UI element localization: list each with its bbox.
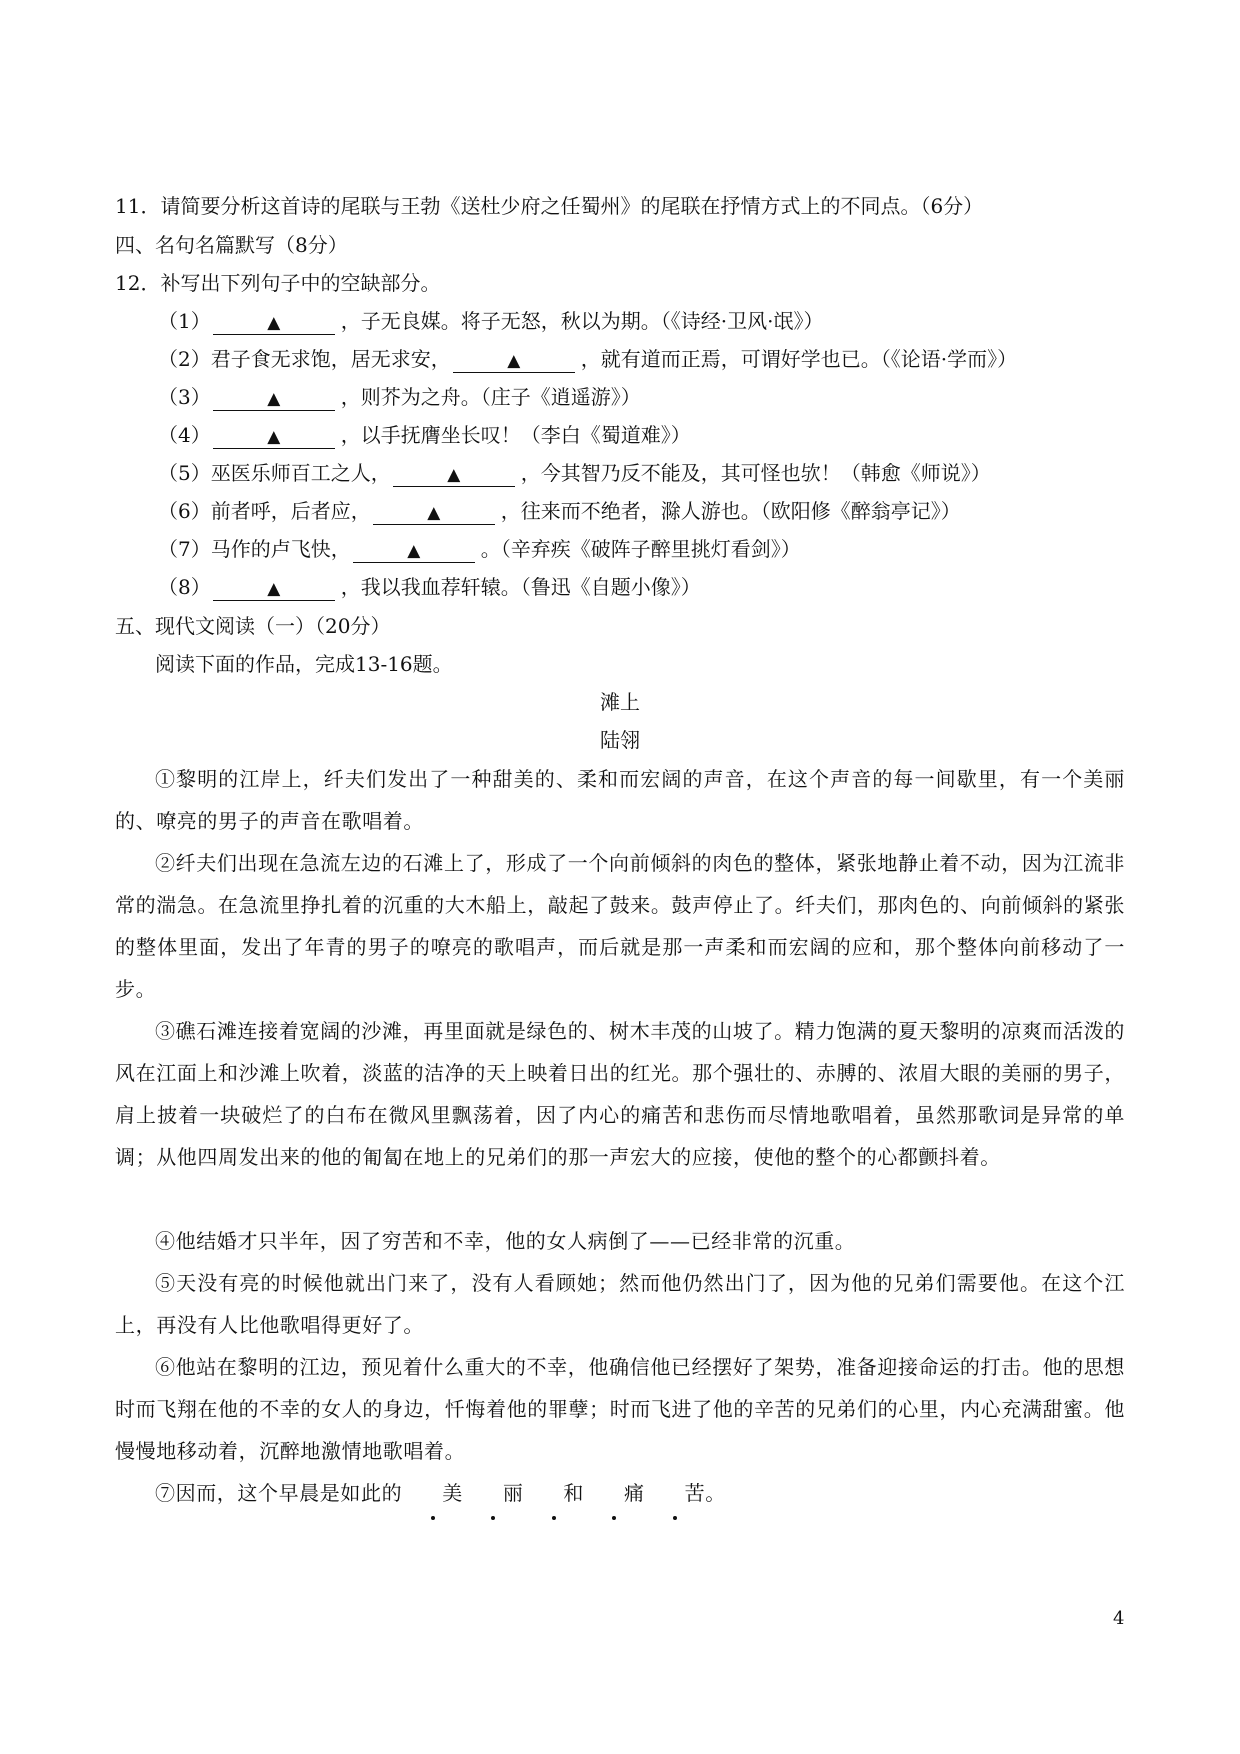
paragraph-1: ①黎明的江岸上，纤夫们发出了一种甜美的、柔和而宏阔的声音，在这个声音的每一间歇里，有一个美丽的、嘹亮的男子的声音在歌唱着。 bbox=[115, 767, 1125, 833]
fill-item-4 bbox=[158, 421, 691, 449]
paragraph-7-text: ⑦因而，这个早晨是如此的 bbox=[155, 1481, 403, 1505]
reading-instruction: 阅读下面的作品，完成13-16题。 bbox=[155, 652, 453, 676]
question-11: 11．请简要分析这首诗的尾联与王勃《送杜少府之任蜀州》的尾联在抒情方式上的不同点。（6分） bbox=[115, 194, 984, 218]
fill-item-prefix: （6）前者呼，后者应， bbox=[158, 499, 371, 523]
answer-blank[interactable] bbox=[213, 422, 335, 449]
fill-item-prefix: （2）君子食无求饱，居无求安， bbox=[158, 347, 451, 371]
answer-blank[interactable] bbox=[393, 460, 515, 487]
section-4-heading: 四、名句名篇默写（8分） bbox=[115, 233, 348, 257]
fill-item-7 bbox=[158, 535, 801, 563]
question-12: 12．补写出下列句子中的空缺部分。 bbox=[115, 271, 441, 295]
triangle-icon: ▲ bbox=[427, 503, 441, 523]
fill-item-suffix: 。（辛弃疾《破阵子醉里挑灯看剑》） bbox=[480, 537, 801, 561]
fill-item-prefix: （4） bbox=[158, 423, 211, 447]
fill-item-prefix: （8） bbox=[158, 575, 211, 599]
emphasis-char: 丽 bbox=[463, 1472, 524, 1514]
emphasis-char: 苦 bbox=[645, 1472, 706, 1514]
fill-item-suffix: ，往来而不绝者，滁人游也。（欧阳修《醉翁亭记》） bbox=[500, 499, 961, 523]
emphasis-char: 和 bbox=[523, 1472, 584, 1514]
triangle-icon: ▲ bbox=[507, 351, 521, 371]
fill-item-6 bbox=[158, 497, 961, 525]
answer-blank[interactable] bbox=[213, 308, 335, 335]
fill-item-suffix: ，就有道而正焉，可谓好学也已。（《论语·学而》） bbox=[580, 347, 1018, 371]
paragraph-7 bbox=[115, 1472, 1125, 1514]
fill-item-5 bbox=[158, 459, 991, 487]
fill-item-2 bbox=[158, 345, 1017, 373]
paragraph-6: ⑥他站在黎明的江边，预见着什么重大的不幸，他确信他已经摆好了架势，准备迎接命运的打击。他的思想时而飞翔在他的不幸的女人的身边，忏悔着他的罪孽；时而飞进了他的辛苦的兄弟们的心里，内心充满甜蜜。他慢慢地移动着，沉醉地激情地歌唱着。 bbox=[115, 1355, 1125, 1463]
article-author: 陆翎 bbox=[600, 728, 640, 752]
emphasis-char: 美 bbox=[402, 1472, 463, 1514]
paragraph-4: ④他结婚才只半年，因了穷苦和不幸，他的女人病倒了——已经非常的沉重。 bbox=[155, 1229, 856, 1253]
triangle-icon: ▲ bbox=[267, 389, 281, 409]
paragraph-2: ②纤夫们出现在急流左边的石滩上了，形成了一个向前倾斜的肉色的整体，紧张地静止着不动，因为江流非常的湍急。在急流里挣扎着的沉重的大木船上，敲起了鼓来。鼓声停止了。纤夫们，那肉色的、向前倾斜的紧张的整体里面，发出了年青的男子的嘹亮的歌唱声，而后就是那一声柔和而宏阔的应和，那个整体向前移动了一步。 bbox=[115, 851, 1125, 1001]
answer-blank[interactable] bbox=[353, 536, 475, 563]
answer-blank[interactable] bbox=[373, 498, 495, 525]
section-5-heading: 五、现代文阅读（一）（20分） bbox=[115, 614, 391, 638]
fill-item-prefix: （5）巫医乐师百工之人， bbox=[158, 461, 391, 485]
fill-item-suffix: ，以手抚膺坐长叹！（李白《蜀道难》） bbox=[340, 423, 691, 447]
fill-item-suffix: ，我以我血荐轩辕。（鲁迅《自题小像》） bbox=[340, 575, 701, 599]
answer-blank[interactable] bbox=[213, 574, 335, 601]
fill-item-suffix: ，子无良媒。将子无怒，秋以为期。（《诗经·卫风·氓》） bbox=[340, 309, 824, 333]
triangle-icon: ▲ bbox=[267, 313, 281, 333]
paragraph-5: ⑤天没有亮的时候他就出门来了，没有人看顾她；然而他仍然出门了，因为他的兄弟们需要他。在这个江上，再没有人比他歌唱得更好了。 bbox=[115, 1271, 1125, 1337]
fill-item-suffix: ，则芥为之舟。（庄子《逍遥游》） bbox=[340, 385, 641, 409]
triangle-icon: ▲ bbox=[447, 465, 461, 485]
triangle-icon: ▲ bbox=[267, 427, 281, 447]
fill-item-1 bbox=[158, 307, 823, 335]
fill-item-prefix: （7）马作的卢飞快， bbox=[158, 537, 351, 561]
answer-blank[interactable] bbox=[453, 346, 575, 373]
triangle-icon: ▲ bbox=[407, 541, 421, 561]
answer-blank[interactable] bbox=[213, 384, 335, 411]
triangle-icon: ▲ bbox=[267, 579, 281, 599]
page-number: 4 bbox=[1113, 1608, 1125, 1629]
fill-item-8 bbox=[158, 573, 701, 601]
fill-item-prefix: （1） bbox=[158, 309, 211, 333]
paragraph-3: ③礁石滩连接着宽阔的沙滩，再里面就是绿色的、树木丰茂的山坡了。精力饱满的夏天黎明的凉爽而活泼的风在江面上和沙滩上吹着，淡蓝的洁净的天上映着日出的红光。那个强壮的、赤膊的、浓眉大眼的美丽的男子，肩上披着一块破烂了的白布在微风里飘荡着，因了内心的痛苦和悲伤而尽情地歌唱着，虽然那歌词是异常的单调；从他四周发出来的他的匍匐在地上的兄弟们的那一声宏大的应接，使他的整个的心都颤抖着。 bbox=[115, 1019, 1125, 1169]
fill-item-3 bbox=[158, 383, 641, 411]
emphasis-char: 痛 bbox=[584, 1472, 645, 1514]
article-title: 滩上 bbox=[600, 690, 640, 714]
paragraph-7-end: 。 bbox=[705, 1481, 726, 1505]
fill-item-prefix: （3） bbox=[158, 385, 211, 409]
fill-item-suffix: ，今其智乃反不能及，其可怪也欤！（韩愈《师说》） bbox=[520, 461, 991, 485]
